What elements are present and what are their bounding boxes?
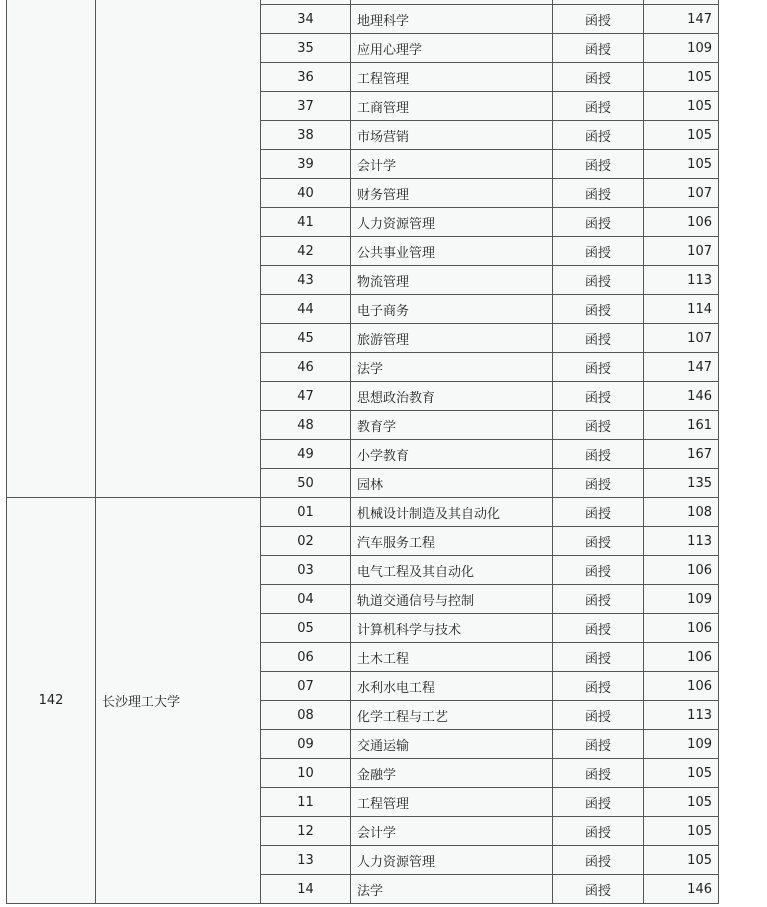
study-form-cell: 函授 (553, 266, 644, 295)
study-form-cell: 函授 (553, 411, 644, 440)
major-name-cell: 土木工程 (351, 643, 553, 672)
study-form-cell: 函授 (553, 556, 644, 585)
major-name-cell: 园林 (351, 469, 553, 498)
study-form-cell: 函授 (553, 585, 644, 614)
study-form-cell: 函授 (553, 208, 644, 237)
score-cell: 107 (644, 237, 719, 266)
score-cell: 109 (644, 34, 719, 63)
major-name-cell: 化学工程与工艺 (351, 701, 553, 730)
score-cell: 106 (644, 614, 719, 643)
score-cell: 105 (644, 63, 719, 92)
major-code-cell: 37 (261, 92, 351, 121)
major-code-cell: 12 (261, 817, 351, 846)
major-name-cell: 电子商务 (351, 295, 553, 324)
school-number-cell (7, 0, 96, 498)
major-name-cell: 交通运输 (351, 730, 553, 759)
study-form-cell: 函授 (553, 759, 644, 788)
score-cell: 167 (644, 440, 719, 469)
major-name-cell: 会计学 (351, 150, 553, 179)
study-form-cell: 函授 (553, 701, 644, 730)
major-name-cell: 金融学 (351, 759, 553, 788)
major-name-cell: 应用心理学 (351, 34, 553, 63)
study-form-cell: 函授 (553, 5, 644, 34)
score-cell: 105 (644, 150, 719, 179)
study-form-cell: 函授 (553, 469, 644, 498)
major-code-cell: 02 (261, 527, 351, 556)
major-name-cell: 法学 (351, 875, 553, 904)
study-form-cell: 函授 (553, 643, 644, 672)
major-name-cell: 人力资源管理 (351, 208, 553, 237)
study-form-cell: 函授 (553, 527, 644, 556)
major-name-cell: 旅游管理 (351, 324, 553, 353)
major-code-cell: 03 (261, 556, 351, 585)
major-code-cell: 08 (261, 701, 351, 730)
major-code-cell: 36 (261, 63, 351, 92)
major-name-cell: 教育学 (351, 411, 553, 440)
score-cell: 108 (644, 498, 719, 527)
major-code-cell: 07 (261, 672, 351, 701)
score-cell: 105 (644, 92, 719, 121)
school-number-cell: 142 (7, 498, 96, 904)
score-cell: 105 (644, 846, 719, 875)
major-name-cell: 机械设计制造及其自动化 (351, 498, 553, 527)
admission-score-table (6, 0, 719, 904)
major-code-cell: 42 (261, 237, 351, 266)
major-code-cell: 49 (261, 440, 351, 469)
study-form-cell: 函授 (553, 498, 644, 527)
score-cell: 135 (644, 469, 719, 498)
score-cell: 109 (644, 585, 719, 614)
major-code-cell: 38 (261, 121, 351, 150)
major-name-cell: 地理科学 (351, 5, 553, 34)
major-name-cell: 汽车服务工程 (351, 527, 553, 556)
major-code-cell: 06 (261, 643, 351, 672)
score-cell: 147 (644, 5, 719, 34)
major-code-cell: 44 (261, 295, 351, 324)
score-cell: 105 (644, 759, 719, 788)
study-form-cell: 函授 (553, 788, 644, 817)
major-name-cell: 市场营销 (351, 121, 553, 150)
major-name-cell: 法学 (351, 353, 553, 382)
major-name-cell: 思想政治教育 (351, 382, 553, 411)
major-code-cell: 09 (261, 730, 351, 759)
major-code-cell: 14 (261, 875, 351, 904)
school-name-cell: 长沙理工大学 (96, 498, 261, 904)
score-cell: 109 (644, 730, 719, 759)
score-cell: 107 (644, 324, 719, 353)
major-name-cell: 会计学 (351, 817, 553, 846)
score-cell: 106 (644, 643, 719, 672)
major-code-cell: 47 (261, 382, 351, 411)
score-cell: 161 (644, 411, 719, 440)
score-cell: 113 (644, 701, 719, 730)
study-form-cell: 函授 (553, 846, 644, 875)
score-cell: 106 (644, 672, 719, 701)
study-form-cell: 函授 (553, 614, 644, 643)
major-name-cell: 小学教育 (351, 440, 553, 469)
score-cell: 105 (644, 121, 719, 150)
score-cell: 106 (644, 556, 719, 585)
major-name-cell: 水利水电工程 (351, 672, 553, 701)
major-code-cell: 13 (261, 846, 351, 875)
major-code-cell: 48 (261, 411, 351, 440)
major-name-cell: 人力资源管理 (351, 846, 553, 875)
major-name-cell: 轨道交通信号与控制 (351, 585, 553, 614)
major-code-cell: 41 (261, 208, 351, 237)
score-cell: 105 (644, 788, 719, 817)
major-name-cell: 财务管理 (351, 179, 553, 208)
score-cell: 107 (644, 179, 719, 208)
study-form-cell: 函授 (553, 179, 644, 208)
study-form-cell: 函授 (553, 92, 644, 121)
major-name-cell: 物流管理 (351, 266, 553, 295)
major-code-cell: 35 (261, 34, 351, 63)
major-name-cell: 电气工程及其自动化 (351, 556, 553, 585)
major-name-cell: 计算机科学与技术 (351, 614, 553, 643)
study-form-cell: 函授 (553, 382, 644, 411)
score-cell: 146 (644, 875, 719, 904)
major-name-cell: 工程管理 (351, 63, 553, 92)
study-form-cell: 函授 (553, 730, 644, 759)
study-form-cell: 函授 (553, 150, 644, 179)
major-code-cell: 11 (261, 788, 351, 817)
score-cell: 147 (644, 353, 719, 382)
study-form-cell: 函授 (553, 672, 644, 701)
study-form-cell: 函授 (553, 121, 644, 150)
major-code-cell: 50 (261, 469, 351, 498)
major-code-cell: 43 (261, 266, 351, 295)
score-cell: 114 (644, 295, 719, 324)
major-code-cell: 45 (261, 324, 351, 353)
study-form-cell: 函授 (553, 353, 644, 382)
major-name-cell: 公共事业管理 (351, 237, 553, 266)
major-name-cell: 工程管理 (351, 788, 553, 817)
major-code-cell: 10 (261, 759, 351, 788)
major-code-cell: 34 (261, 5, 351, 34)
score-cell: 113 (644, 527, 719, 556)
study-form-cell: 函授 (553, 324, 644, 353)
major-code-cell: 05 (261, 614, 351, 643)
score-cell: 113 (644, 266, 719, 295)
study-form-cell: 函授 (553, 817, 644, 846)
score-cell: 105 (644, 817, 719, 846)
study-form-cell: 函授 (553, 34, 644, 63)
study-form-cell: 函授 (553, 237, 644, 266)
major-code-cell: 46 (261, 353, 351, 382)
study-form-cell: 函授 (553, 295, 644, 324)
major-code-cell: 01 (261, 498, 351, 527)
score-cell: 146 (644, 382, 719, 411)
score-cell: 106 (644, 208, 719, 237)
school-name-cell (96, 0, 261, 498)
study-form-cell: 函授 (553, 875, 644, 904)
study-form-cell: 函授 (553, 440, 644, 469)
major-name-cell: 工商管理 (351, 92, 553, 121)
study-form-cell: 函授 (553, 63, 644, 92)
major-code-cell: 04 (261, 585, 351, 614)
major-code-cell: 39 (261, 150, 351, 179)
major-code-cell: 40 (261, 179, 351, 208)
